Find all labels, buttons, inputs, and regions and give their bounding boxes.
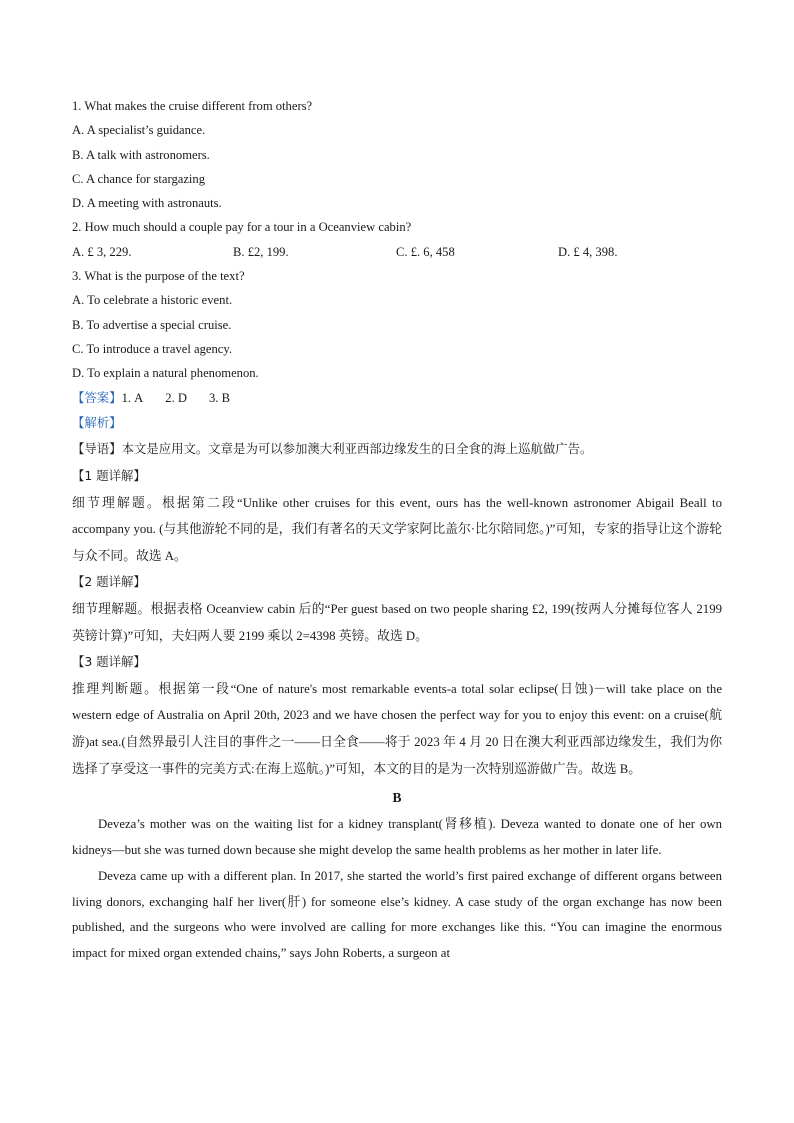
question-3-stem: 3. What is the purpose of the text? [72,269,245,284]
question-1-option-d: D. A meeting with astronauts. [72,196,222,211]
intro-text: 本文是应用文。文章是为可以参加澳大利亚西部边缘发生的日全食的海上巡航做广告。 [121,441,593,457]
q3-detail-tag: 【3 题详解】 [72,654,146,670]
document-page [72,94,722,967]
question-3-option-a: A. To celebrate a historic event. [72,293,233,308]
section-b-heading: B [392,790,402,806]
question-2-stem: 2. How much should a couple pay for a tour in a Oceanview cabin? [72,220,412,235]
question-3-option-d: D. To explain a natural phenomenon. [72,366,259,381]
question-1-option-c: C. A chance for stargazing [72,171,206,186]
question-3-option-b: B. To advertise a special cruise. [72,317,232,332]
question-2-options [72,240,722,264]
question-2-option-b: B. £2, 199. [233,244,289,259]
question-1-option-a: A. A specialist’s guidance. [72,123,206,138]
intro-tag: 【导语】 [72,441,122,457]
q2-detail-tag: 【2 题详解】 [72,574,146,590]
q3-detail-text: 推理判断题。根据第一段“One of nature's most remarkable events-a total solar eclipse(日蚀)－will take place on the western edge of Australia on April 20th, 2023 and we have chosen the perfect way for you to enjoy this event: on a cruise(航游)at sea.(自然界最引人注目的事件之一——日全食——将于 2023 年 4 月 20 日在澳大利亚西部边缘发生，我们为你选择了享受这一事件的完美方式:在海上巡航。)”可知，本文的目的是为一次特别巡游做广告。故选 B。 [72,681,722,776]
section-b-paragraph-2: Deveza came up with a different plan. In 2017, she started the world’s first paired exchange of different organs between living donors, exchanging half her liver(肝) for someone else’s kidney. A case study of the organ exchange has now been published, and the surgeons who were involved are calling for more exchanges like this. “You can imagine the enormous impact for mixed organ extended chains,” says John Roberts, a surgeon at [72,868,722,961]
intro-paragraph [72,436,722,463]
answer-tag: 【答案】 [72,389,122,405]
question-1-stem: 1. What makes the cruise different from others? [72,99,313,113]
answer-item-3: 3. B [208,390,230,405]
question-3-option-c: C. To introduce a travel agency. [72,341,232,356]
q1-detail-tag: 【1 题详解】 [72,468,146,484]
question-2-option-a: A. £ 3, 229. [72,244,132,259]
question-2-option-c: C. £. 6, 458 [396,244,455,259]
section-b-paragraph-1: Deveza’s mother was on the waiting list for a kidney transplant(肾移植). Deveza wanted to donate one of her own kidneys—but she was turned down because she might develop the same health problems as her mother in later life. [72,817,722,857]
answer-item-1: 1. A [121,390,144,405]
analysis-tag: 【解析】 [72,414,122,430]
question-1-option-b: B. A talk with astronomers. [72,147,210,162]
question-2-option-d: D. £ 4, 398. [558,244,618,259]
answer-item-2: 2. D [165,390,187,405]
q2-detail-text: 细节理解题。根据表格 Oceanview cabin 后的“Per guest based on two people sharing £2, 199(按两人分摊每位客人 2199 英镑计算)”可知，夫妇两人要 2199 乘以 2=4398 英镑。故选 D。 [72,602,722,643]
answer-line [72,386,722,410]
q1-detail-text: 细节理解题。根据第二段“Unlike other cruises for this event, ours has the well-known astronomer Abigail Beall to accompany you. (与其他游轮不同的是，我们有著名的天文学家阿比盖尔·比尔陪同您。)”可知，专家的指导让这个游轮与众不同。故选 A。 [72,495,722,563]
